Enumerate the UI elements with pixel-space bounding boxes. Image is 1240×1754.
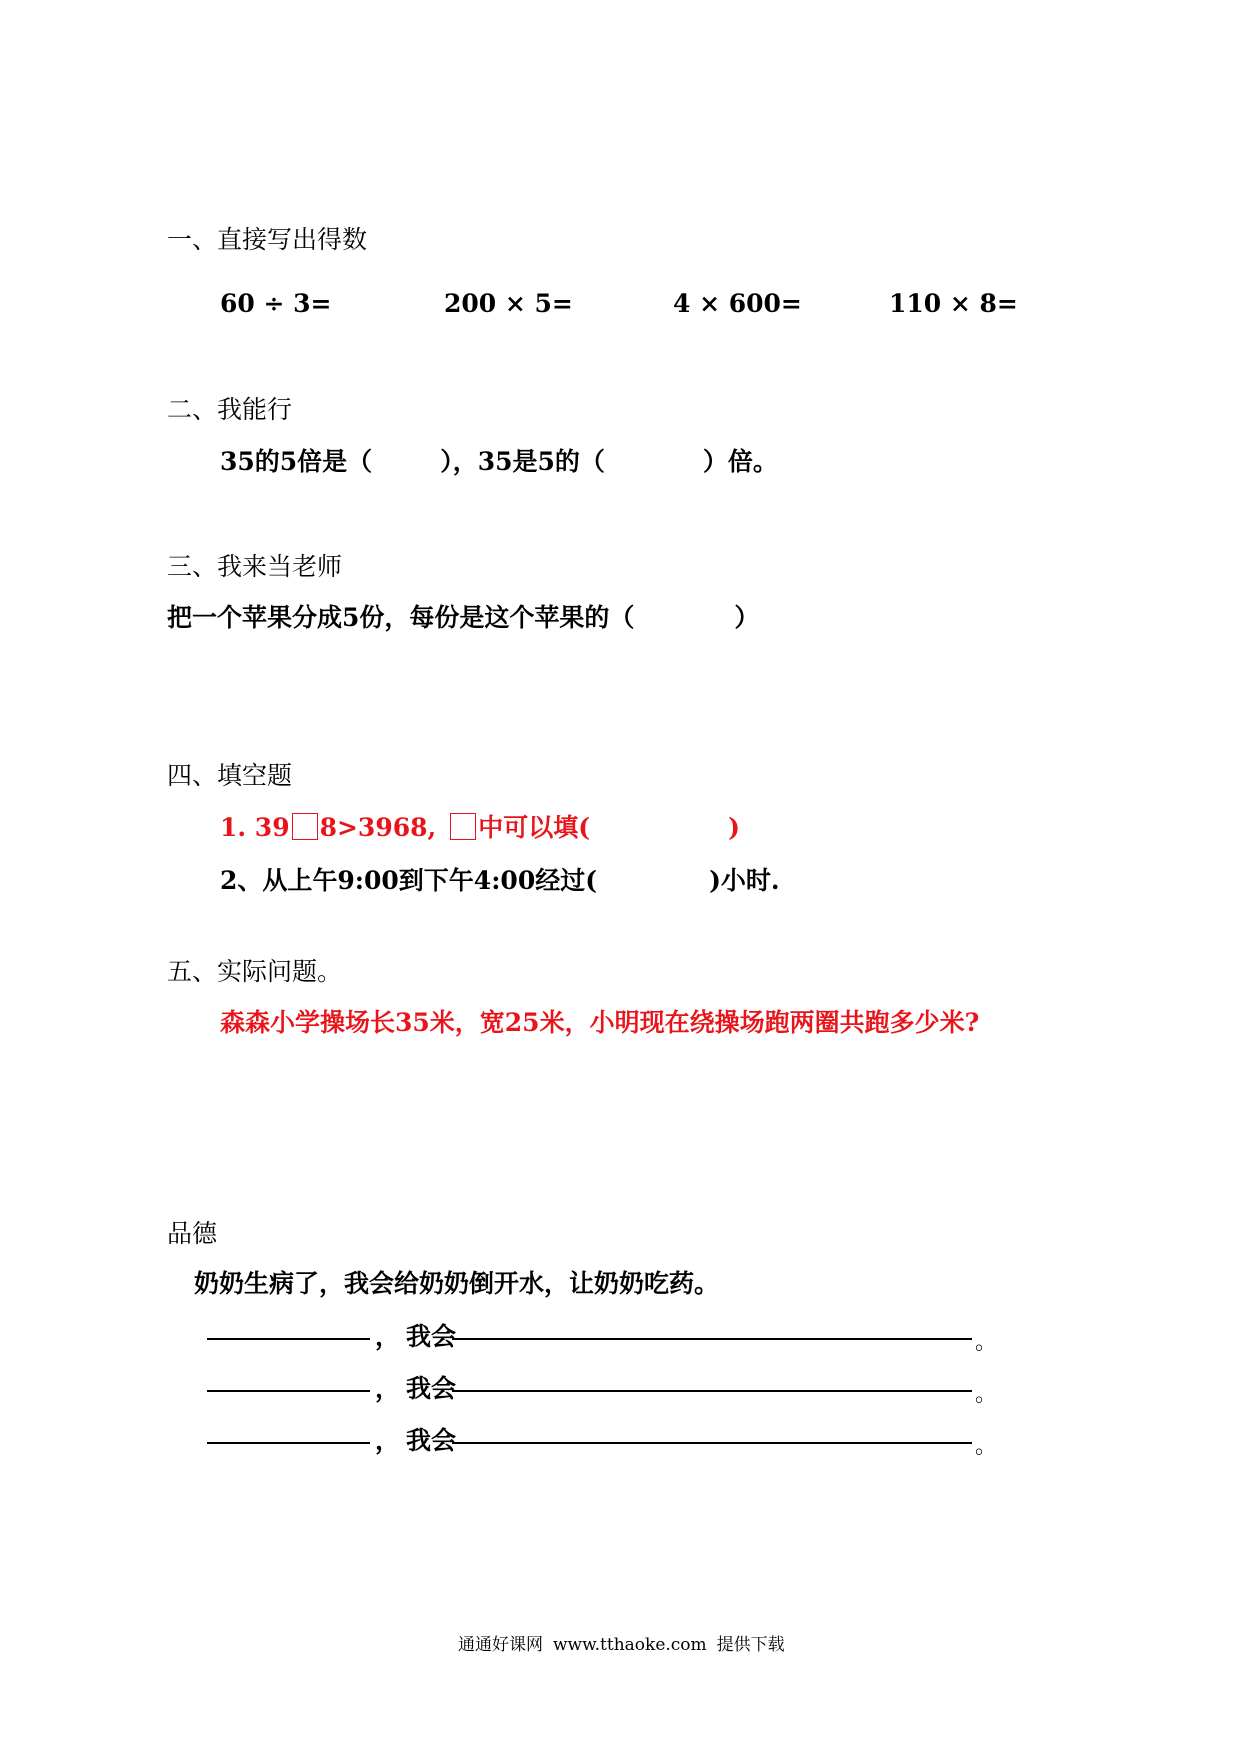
answer-line[interactable] (207, 1338, 370, 1340)
section3-heading: 三、我来当老师 (167, 552, 343, 581)
answer-line[interactable] (207, 1442, 370, 1444)
arithmetic-item-1: 60 ÷ 3= (220, 289, 332, 318)
section4-heading: 四、填空题 (167, 761, 293, 790)
digit-box[interactable] (292, 813, 318, 840)
q1-middle: 8>3968, (319, 813, 437, 842)
q1-prefix: 1. 39 (220, 813, 290, 842)
row-end: 。 (975, 1330, 998, 1355)
section2-part1: 35的5倍是（ (220, 447, 373, 476)
row-end: 。 (975, 1382, 998, 1407)
q2-start: 2、从上午9:00到下午4:00经过( (220, 866, 598, 895)
section5-heading: 五、实际问题。 (167, 957, 343, 986)
q1-end: ) (728, 813, 740, 842)
answer-line[interactable] (207, 1390, 370, 1392)
answer-line[interactable] (452, 1390, 972, 1392)
comma: ， (375, 1374, 401, 1403)
section6-heading: 品德 (167, 1219, 218, 1248)
section2-heading: 二、我能行 (167, 395, 293, 424)
fill-row (207, 1425, 1007, 1459)
arithmetic-item-3: 4 × 600= (673, 289, 802, 318)
digit-box[interactable] (450, 813, 476, 840)
footer-suffix: 提供下载 (716, 1635, 785, 1655)
answer-line[interactable] (452, 1338, 972, 1340)
fill-row (207, 1373, 1007, 1407)
q2-end: )小时. (709, 866, 780, 895)
footer-url[interactable]: www.tthaoke.com (553, 1635, 707, 1655)
row-label: 我会 (406, 1374, 457, 1403)
arithmetic-item-2: 200 × 5= (444, 289, 573, 318)
row-label: 我会 (406, 1322, 457, 1351)
fill-row (207, 1321, 1007, 1355)
section4-question-2 (220, 865, 780, 897)
section3-text-end: ） (734, 603, 760, 632)
footer-site-name: 通通好课网 (458, 1635, 543, 1655)
section3-question (167, 602, 759, 634)
comma: ， (375, 1322, 401, 1351)
row-end: 。 (975, 1434, 998, 1459)
section2-part3: ）倍。 (702, 447, 778, 476)
section2-question (220, 446, 778, 478)
answer-line[interactable] (452, 1442, 972, 1444)
q1-suffix: 中可以填( (478, 813, 591, 842)
row-label: 我会 (406, 1426, 457, 1455)
section6-example: 奶奶生病了，我会给奶奶倒开水，让奶奶吃药。 (194, 1269, 720, 1298)
arithmetic-item-4: 110 × 8= (889, 289, 1018, 318)
section1-heading: 一、直接写出得数 (167, 225, 368, 254)
section3-text-start: 把一个苹果分成5份，每份是这个苹果的（ (167, 603, 635, 632)
footer (458, 1634, 785, 1656)
section4-question-1 (220, 812, 740, 844)
section5-question: 森森小学操场长35米，宽25米，小明现在绕操场跑两圈共跑多少米? (220, 1008, 980, 1037)
section2-part2: ），35是5的（ (440, 447, 605, 476)
comma: ， (375, 1426, 401, 1455)
